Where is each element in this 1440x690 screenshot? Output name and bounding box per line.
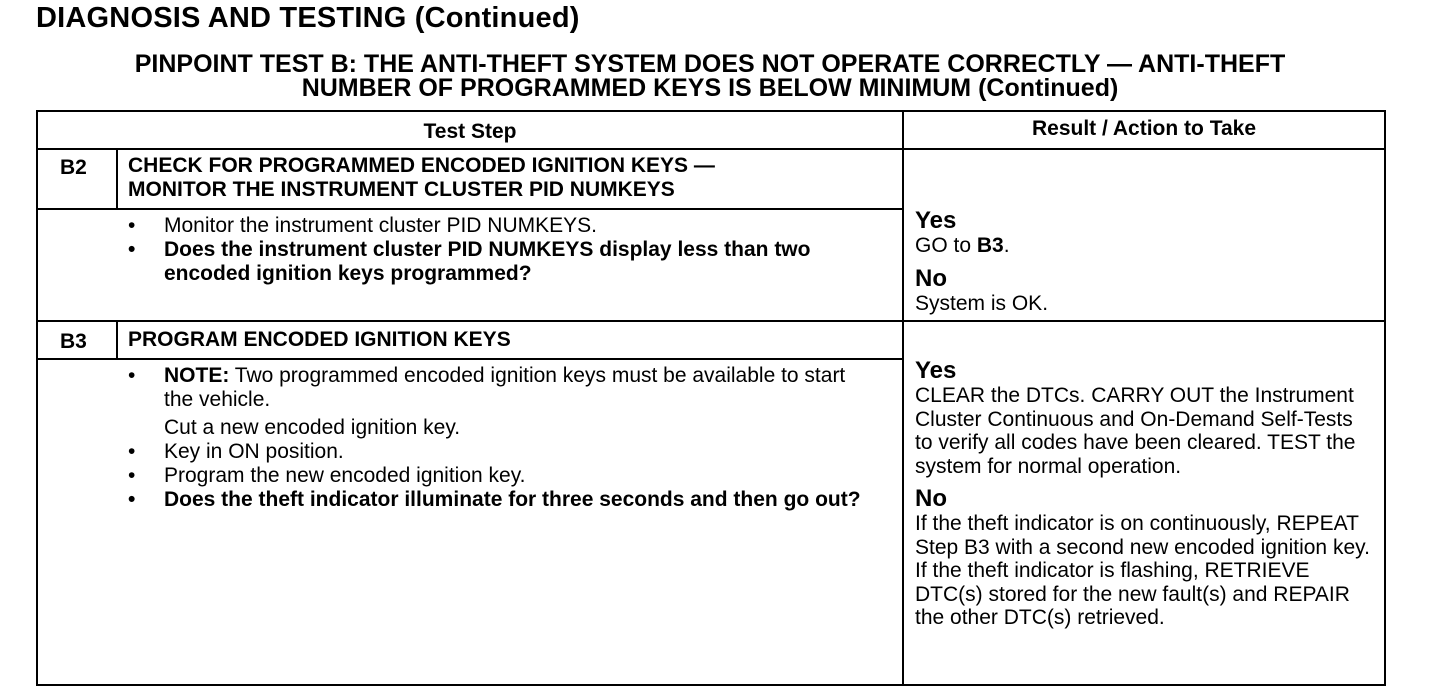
b2-end-rule [38,320,1384,322]
list-item: Cut a new encoded ignition key. [164,416,461,439]
column-divider [902,112,904,684]
list-item: • Does the theft indicator illuminate for three seconds and then go out? [128,488,861,511]
b2-title-rule [38,208,902,210]
b3-result [915,358,1375,630]
page-title: DIAGNOSIS AND TESTING (Continued) [36,2,580,34]
b2-result [915,208,1375,315]
header-rule [38,148,1384,150]
step-title-b2 [128,154,715,201]
b3-id-divider [116,322,118,360]
b2-no-label: No [915,264,947,292]
step-title-b2-line1: CHECK FOR PROGRAMMED ENCODED IGNITION KEYS — [128,154,715,177]
list-item: • Monitor the instrument cluster PID NUMKEYS. [128,214,597,237]
b3-no-label: No [915,485,947,512]
b3-no-text: If the theft indicator is on continuously, REPEAT Step B3 with a second new encoded ignition key. If the theft indicator is flashing, RETRIEVE DTC(s) stored for the new fault(s) and REPAIR the other DTC(s) retrieved. [915,512,1370,629]
test-step-header: Test Step [423,120,517,143]
b3-bullet-list [128,364,864,512]
b2-id-divider [116,150,118,210]
step-title-b3: PROGRAM ENCODED IGNITION KEYS [128,328,511,351]
step-id-b3: B3 [60,330,87,353]
result-action-header: Result / Action to Take [1031,117,1257,140]
list-item: • NOTE: Two programmed encoded ignition keys must be available to start the vehicle. [128,364,846,411]
list-item: • Key in ON position. [128,440,344,463]
b2-bullet-list [128,214,864,286]
subtitle-line-1: PINPOINT TEST B: THE ANTI-THEFT SYSTEM DOES NOT OPERATE CORRECTLY — ANTI-THEFT [134,50,1286,78]
b3-title-rule [38,358,902,360]
list-item: • Does the instrument cluster PID NUMKEYS display less than two encoded ignition keys programmed? [128,238,811,285]
subtitle-line-2: NUMBER OF PROGRAMMED KEYS IS BELOW MINIMUM (Continued) [301,74,1119,102]
list-item: • Program the new encoded ignition key. [128,464,526,487]
step-id-b2: B2 [60,156,87,179]
b2-yes-label: Yes [915,207,957,234]
b3-yes-label: Yes [915,357,957,384]
b3-yes-text: CLEAR the DTCs. CARRY OUT the Instrument Cluster Continuous and On-Demand Self-Tests to verify all codes have been cleared. TEST the system for normal operation. [915,384,1356,478]
step-title-b2-line2: MONITOR THE INSTRUMENT CLUSTER PID NUMKEYS [128,177,675,201]
b2-no-text: System is OK. [915,291,1049,315]
pinpoint-test-title [60,52,1360,100]
pinpoint-test-table [36,110,1386,686]
b2-yes-text: GO to B3. [915,234,1010,257]
